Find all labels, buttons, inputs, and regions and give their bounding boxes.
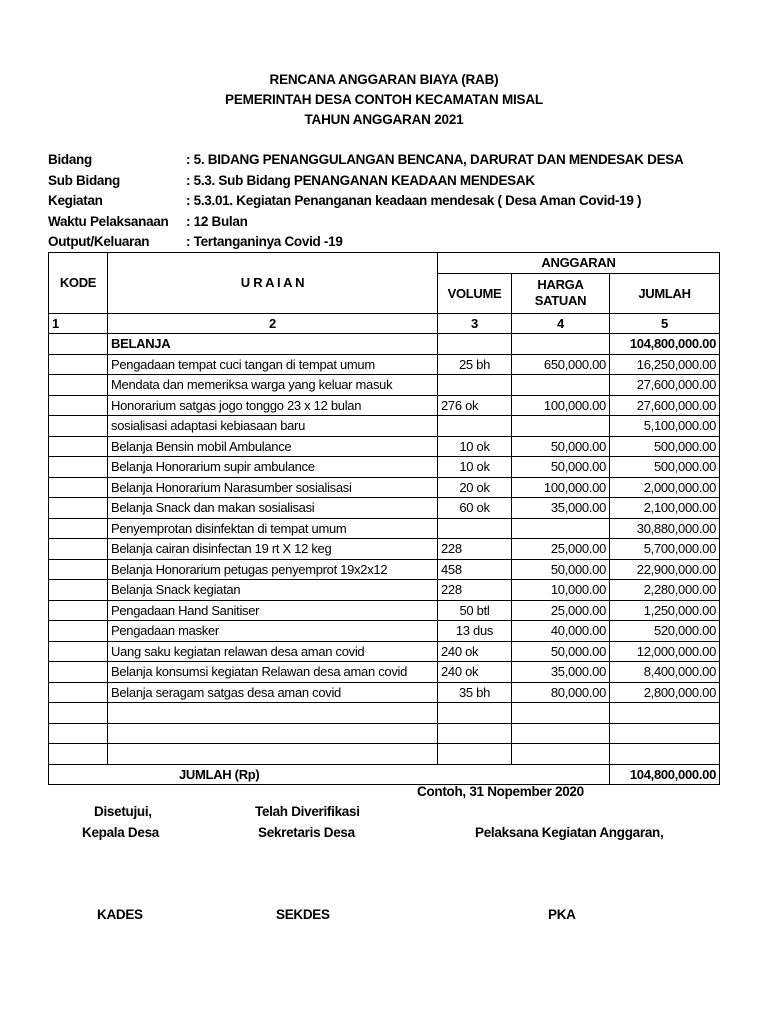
cell-uraian — [108, 703, 438, 724]
head-name: KADES — [97, 907, 143, 922]
cell-uraian: Belanja Snack kegiatan — [108, 580, 438, 601]
cell-jumlah: 22,900,000.00 — [610, 559, 720, 580]
header-kode: KODE — [49, 253, 108, 314]
title-line-1: RENCANA ANGGARAN BIAYA (RAB) — [269, 72, 499, 87]
cell-harga: 100,000.00 — [512, 477, 610, 498]
table-row — [49, 395, 720, 416]
cell-jumlah: 104,800,000.00 — [610, 334, 720, 355]
cell-jumlah: 500,000.00 — [610, 436, 720, 457]
table-row — [49, 539, 720, 560]
secretary-title: Sekretaris Desa — [258, 825, 355, 840]
table-row — [49, 518, 720, 539]
cell-jumlah: 16,250,000.00 — [610, 354, 720, 375]
table-row — [49, 498, 720, 519]
cell-uraian: Belanja Honorarium Narasumber sosialisasi — [108, 477, 438, 498]
cell-volume: 10 ok — [438, 436, 512, 457]
cell-jumlah: 30,880,000.00 — [610, 518, 720, 539]
executor-title: Pelaksana Kegiatan Anggaran, — [475, 825, 664, 840]
cell-volume — [438, 518, 512, 539]
budget-table — [48, 252, 720, 785]
header-jumlah: JUMLAH — [610, 273, 720, 313]
cell-volume: 20 ok — [438, 477, 512, 498]
cell-jumlah: 1,250,000.00 — [610, 600, 720, 621]
table-row — [49, 641, 720, 662]
info-value: : 5.3. Sub Bidang PENANGANAN KEADAAN MENDESAK — [186, 172, 535, 188]
cell-kode — [49, 477, 108, 498]
cell-harga: 650,000.00 — [512, 354, 610, 375]
cell-harga: 10,000.00 — [512, 580, 610, 601]
cell-uraian: Pengadaan Hand Sanitiser — [108, 600, 438, 621]
info-value: : Tertanganinya Covid -19 — [186, 234, 343, 249]
info-value: : 5.3.01. Kegiatan Penanganan keadaan mendesak ( Desa Aman Covid-19 ) — [186, 193, 642, 208]
cell-volume: 240 ok — [438, 662, 512, 683]
table-row — [49, 682, 720, 703]
cell-harga — [512, 744, 610, 765]
cell-jumlah: 5,100,000.00 — [610, 416, 720, 437]
cell-jumlah: 520,000.00 — [610, 621, 720, 642]
cell-kode — [49, 723, 108, 744]
table-row — [49, 334, 720, 355]
cell-uraian: Pengadaan masker — [108, 621, 438, 642]
table-row — [49, 559, 720, 580]
table-row — [49, 477, 720, 498]
cell-kode — [49, 375, 108, 396]
cell-jumlah: 500,000.00 — [610, 457, 720, 478]
info-value: : 5. BIDANG PENANGGULANGAN BENCANA, DARURAT DAN MENDESAK DESA — [186, 152, 684, 167]
column-number: 5 — [610, 313, 720, 334]
table-row — [49, 457, 720, 478]
header-uraian: U R A I A N — [108, 253, 438, 314]
cell-harga: 50,000.00 — [512, 559, 610, 580]
info-label: Output/Keluaran — [48, 234, 150, 249]
cell-uraian: Belanja Honorarium supir ambulance — [108, 457, 438, 478]
table-row — [49, 375, 720, 396]
cell-uraian: Mendata dan memeriksa warga yang keluar masuk — [108, 375, 438, 396]
cell-harga — [512, 703, 610, 724]
cell-jumlah: 27,600,000.00 — [610, 395, 720, 416]
cell-jumlah: 2,800,000.00 — [610, 682, 720, 703]
cell-uraian — [108, 744, 438, 765]
cell-volume — [438, 723, 512, 744]
table-row — [49, 600, 720, 621]
column-number: 3 — [438, 313, 512, 334]
table-row — [49, 580, 720, 601]
cell-uraian: sosialisasi adaptasi kebiasaan baru — [108, 416, 438, 437]
cell-kode — [49, 518, 108, 539]
table-row — [49, 436, 720, 457]
cell-uraian: Belanja konsumsi kegiatan Relawan desa aman covid — [108, 662, 438, 683]
column-number: 2 — [108, 313, 438, 334]
cell-harga: 40,000.00 — [512, 621, 610, 642]
cell-harga: 35,000.00 — [512, 498, 610, 519]
total-value: 104,800,000.00 — [610, 764, 720, 785]
table-row — [49, 723, 720, 744]
cell-kode — [49, 600, 108, 621]
cell-uraian — [108, 723, 438, 744]
cell-kode — [49, 580, 108, 601]
header-anggaran: ANGGARAN — [438, 253, 720, 274]
cell-kode — [49, 621, 108, 642]
cell-kode — [49, 539, 108, 560]
header-volume: VOLUME — [438, 273, 512, 313]
cell-harga: 50,000.00 — [512, 457, 610, 478]
cell-kode — [49, 334, 108, 355]
head-title: Kepala Desa — [82, 825, 159, 840]
cell-jumlah — [610, 744, 720, 765]
cell-kode — [49, 354, 108, 375]
cell-kode — [49, 682, 108, 703]
total-label: JUMLAH (Rp) — [49, 764, 610, 785]
cell-uraian: Belanja cairan disinfectan 19 rt X 12 keg — [108, 539, 438, 560]
document-title — [0, 70, 768, 130]
cell-uraian: Belanja seragam satgas desa aman covid — [108, 682, 438, 703]
cell-kode — [49, 641, 108, 662]
cell-volume: 50 btl — [438, 600, 512, 621]
cell-jumlah: 8,400,000.00 — [610, 662, 720, 683]
cell-uraian: Belanja Honorarium petugas penyemprot 19x2x12 — [108, 559, 438, 580]
cell-jumlah: 2,000,000.00 — [610, 477, 720, 498]
cell-volume — [438, 744, 512, 765]
cell-harga — [512, 416, 610, 437]
cell-volume: 240 ok — [438, 641, 512, 662]
cell-kode — [49, 662, 108, 683]
cell-volume: 458 — [438, 559, 512, 580]
table-row — [49, 416, 720, 437]
cell-jumlah: 27,600,000.00 — [610, 375, 720, 396]
cell-kode — [49, 457, 108, 478]
table-row — [49, 662, 720, 683]
cell-uraian: Pengadaan tempat cuci tangan di tempat umum — [108, 354, 438, 375]
cell-kode — [49, 498, 108, 519]
info-value: : 12 Bulan — [186, 213, 248, 229]
cell-volume: 25 bh — [438, 354, 512, 375]
cell-harga — [512, 723, 610, 744]
table-row — [49, 744, 720, 765]
cell-harga — [512, 518, 610, 539]
cell-volume: 276 ok — [438, 395, 512, 416]
cell-kode — [49, 559, 108, 580]
cell-volume: 10 ok — [438, 457, 512, 478]
cell-harga: 80,000.00 — [512, 682, 610, 703]
cell-uraian: Belanja Snack dan makan sosialisasi — [108, 498, 438, 519]
cell-harga — [512, 375, 610, 396]
cell-jumlah: 2,280,000.00 — [610, 580, 720, 601]
info-label: Sub Bidang — [48, 172, 120, 188]
title-line-2: PEMERINTAH DESA CONTOH KECAMATAN MISAL — [225, 92, 543, 107]
cell-jumlah — [610, 723, 720, 744]
verified-label: Telah Diverifikasi — [255, 804, 360, 819]
cell-volume: 35 bh — [438, 682, 512, 703]
cell-volume: 60 ok — [438, 498, 512, 519]
info-label: Kegiatan — [48, 193, 103, 208]
cell-volume: 228 — [438, 539, 512, 560]
executor-name: PKA — [548, 907, 576, 922]
cell-harga: 25,000.00 — [512, 600, 610, 621]
table-row — [49, 703, 720, 724]
cell-kode — [49, 416, 108, 437]
cell-kode — [49, 436, 108, 457]
cell-jumlah — [610, 703, 720, 724]
info-label: Waktu Pelaksanaan — [48, 213, 169, 229]
approved-label: Disetujui, — [94, 804, 152, 819]
header-harga-satuan: HARGA SATUAN — [512, 273, 610, 313]
cell-jumlah: 12,000,000.00 — [610, 641, 720, 662]
signing-date: Contoh, 31 Nopember 2020 — [417, 784, 584, 799]
cell-volume — [438, 416, 512, 437]
column-number: 1 — [49, 313, 108, 334]
column-number-row — [49, 313, 720, 334]
cell-volume — [438, 334, 512, 355]
cell-jumlah: 5,700,000.00 — [610, 539, 720, 560]
cell-uraian: Uang saku kegiatan relawan desa aman covid — [108, 641, 438, 662]
cell-harga: 25,000.00 — [512, 539, 610, 560]
cell-jumlah: 2,100,000.00 — [610, 498, 720, 519]
table-row — [49, 621, 720, 642]
info-label: Bidang — [48, 152, 92, 167]
cell-kode — [49, 703, 108, 724]
cell-volume — [438, 375, 512, 396]
cell-kode — [49, 744, 108, 765]
column-number: 4 — [512, 313, 610, 334]
title-line-3: TAHUN ANGGARAN 2021 — [304, 112, 464, 127]
cell-harga: 50,000.00 — [512, 641, 610, 662]
cell-harga — [512, 334, 610, 355]
cell-harga: 100,000.00 — [512, 395, 610, 416]
total-row — [49, 764, 720, 785]
cell-kode — [49, 395, 108, 416]
cell-uraian: BELANJA — [108, 334, 438, 355]
cell-volume — [438, 703, 512, 724]
secretary-name: SEKDES — [276, 907, 330, 922]
cell-uraian: Penyemprotan disinfektan di tempat umum — [108, 518, 438, 539]
cell-uraian: Honorarium satgas jogo tonggo 23 x 12 bulan — [108, 395, 438, 416]
cell-harga: 50,000.00 — [512, 436, 610, 457]
cell-volume: 13 dus — [438, 621, 512, 642]
cell-harga: 35,000.00 — [512, 662, 610, 683]
cell-volume: 228 — [438, 580, 512, 601]
table-row — [49, 354, 720, 375]
cell-uraian: Belanja Bensin mobil Ambulance — [108, 436, 438, 457]
